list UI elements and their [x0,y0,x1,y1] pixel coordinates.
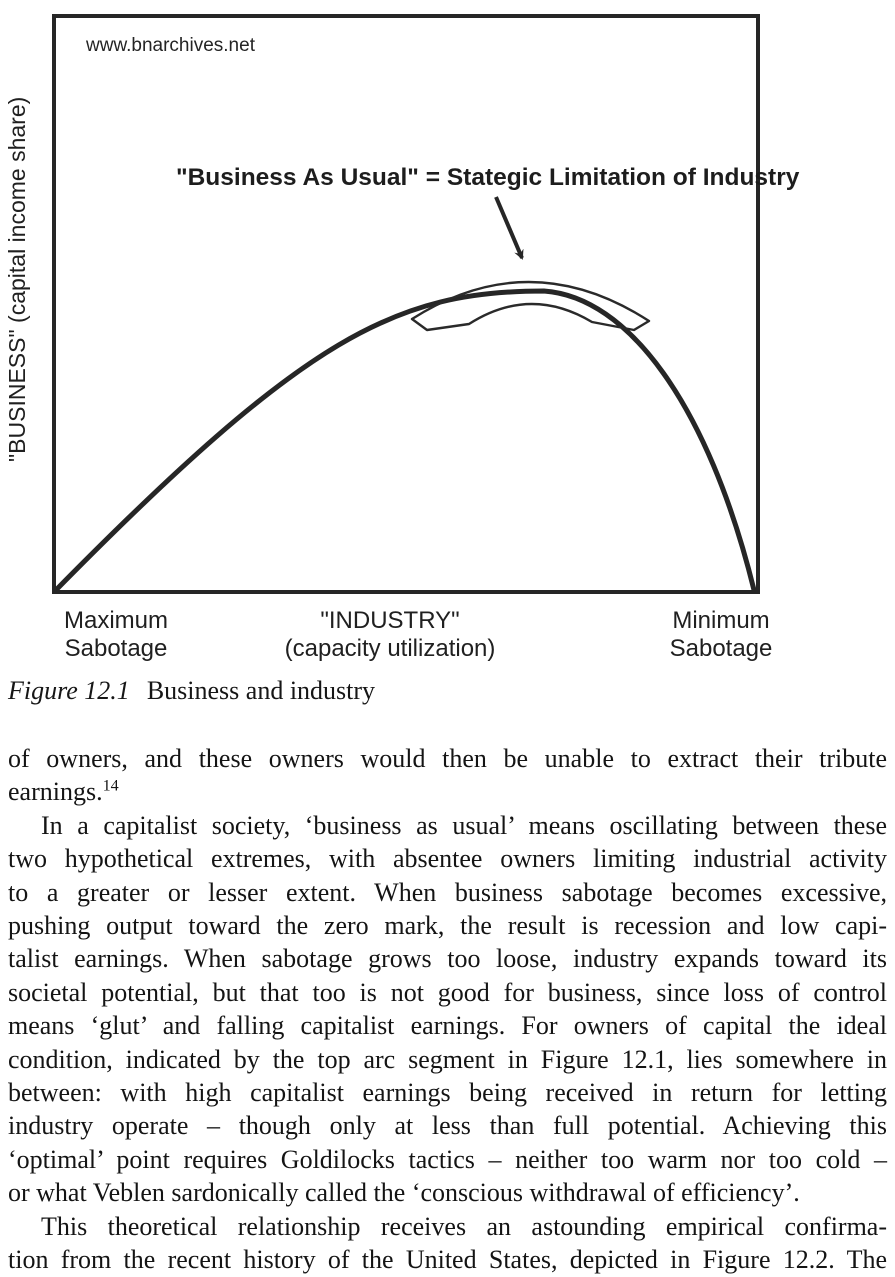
x-axis-label-right-line1: Minimum [672,607,770,634]
chart-plot-area [52,14,800,594]
body-text-span: or what Veblen sardonically called the ‘conscious withdrawal of efficiency’. [8,1178,800,1208]
body-text-line [8,976,887,1009]
watermark-url: www.bnarchives.net [86,35,255,56]
body-text-line [8,809,887,842]
x-axis-label-center [240,607,540,663]
body-text-span: means ‘glut’ and falling capitalist earnings. For owners of capital the ideal [8,1011,887,1041]
body-text-span: condition, indicated by the top arc segment in Figure 12.1, lies somewhere in [8,1044,887,1074]
figure-caption [8,676,375,706]
x-axis-label-left-line1: Maximum [63,607,168,634]
x-axis-label-right-line2: Sabotage [669,635,773,662]
body-text-line [8,1210,887,1243]
figure-caption-number: Figure 12.1 [8,676,130,705]
body-text-line [8,1009,887,1042]
body-text-line [8,909,887,942]
body-text-span: ‘optimal’ point requires Goldilocks tactics – neither too warm nor too cold – [8,1144,887,1174]
body-text-line [8,1243,887,1276]
body-text-line [8,942,887,975]
y-axis-label: "BUSINESS" (capital income share) [4,96,30,462]
body-text-line [8,1109,887,1142]
footnote-reference: 14 [102,777,119,795]
body-text-span: This theoretical relationship receives an astounding empirical confirma- [41,1211,887,1241]
body-text [8,742,887,1277]
body-text-line [8,842,887,875]
annotation-arrow [496,197,522,258]
body-text-span: talist earnings. When sabotage grows too loose, industry expands toward its [8,944,887,974]
body-text-span: two hypothetical extremes, with absentee owners limiting industrial activity [8,844,887,874]
chart-canvas [56,18,800,590]
figure-caption-title: Business and industry [146,676,376,705]
body-text-line [8,742,887,775]
body-text-span: In a capitalist society, ‘business as usual’ means oscillating between these [41,810,887,840]
body-text-span: to a greater or lesser extent. When business sabotage becomes excessive, [8,877,887,907]
body-text-span: between: with high capitalist earnings being received in return for letting [8,1078,887,1108]
annotation-label: "Business As Usual" = Stategic Limitation of Industry [176,164,800,191]
x-axis-label-center-line1: "INDUSTRY" [320,607,460,634]
body-text-line [8,1176,887,1209]
x-axis-label-left [56,607,176,663]
business-curve [56,291,754,590]
body-text-span: pushing output toward the zero mark, the result is recession and low capi- [8,911,887,941]
x-axis-label-center-line2: (capacity utilization) [284,635,496,662]
body-text-line [8,1143,887,1176]
body-text-span: tion from the recent history of the United States, depicted in Figure 12.2. The [8,1245,887,1275]
body-text-span: earnings. [8,777,103,807]
body-text-line [8,876,887,909]
body-text-span: societal potential, but that too is not good for business, since loss of control [8,977,887,1007]
body-text-line [8,1076,887,1109]
body-text-span: industry operate – though only at less than full potential. Achieving this [8,1111,887,1141]
body-text-line [8,1043,887,1076]
body-text-span: of owners, and these owners would then be unable to extract their tribute [8,744,887,773]
body-text-line [8,775,887,808]
x-axis-label-left-line2: Sabotage [64,635,168,662]
x-axis-label-right [641,607,801,663]
